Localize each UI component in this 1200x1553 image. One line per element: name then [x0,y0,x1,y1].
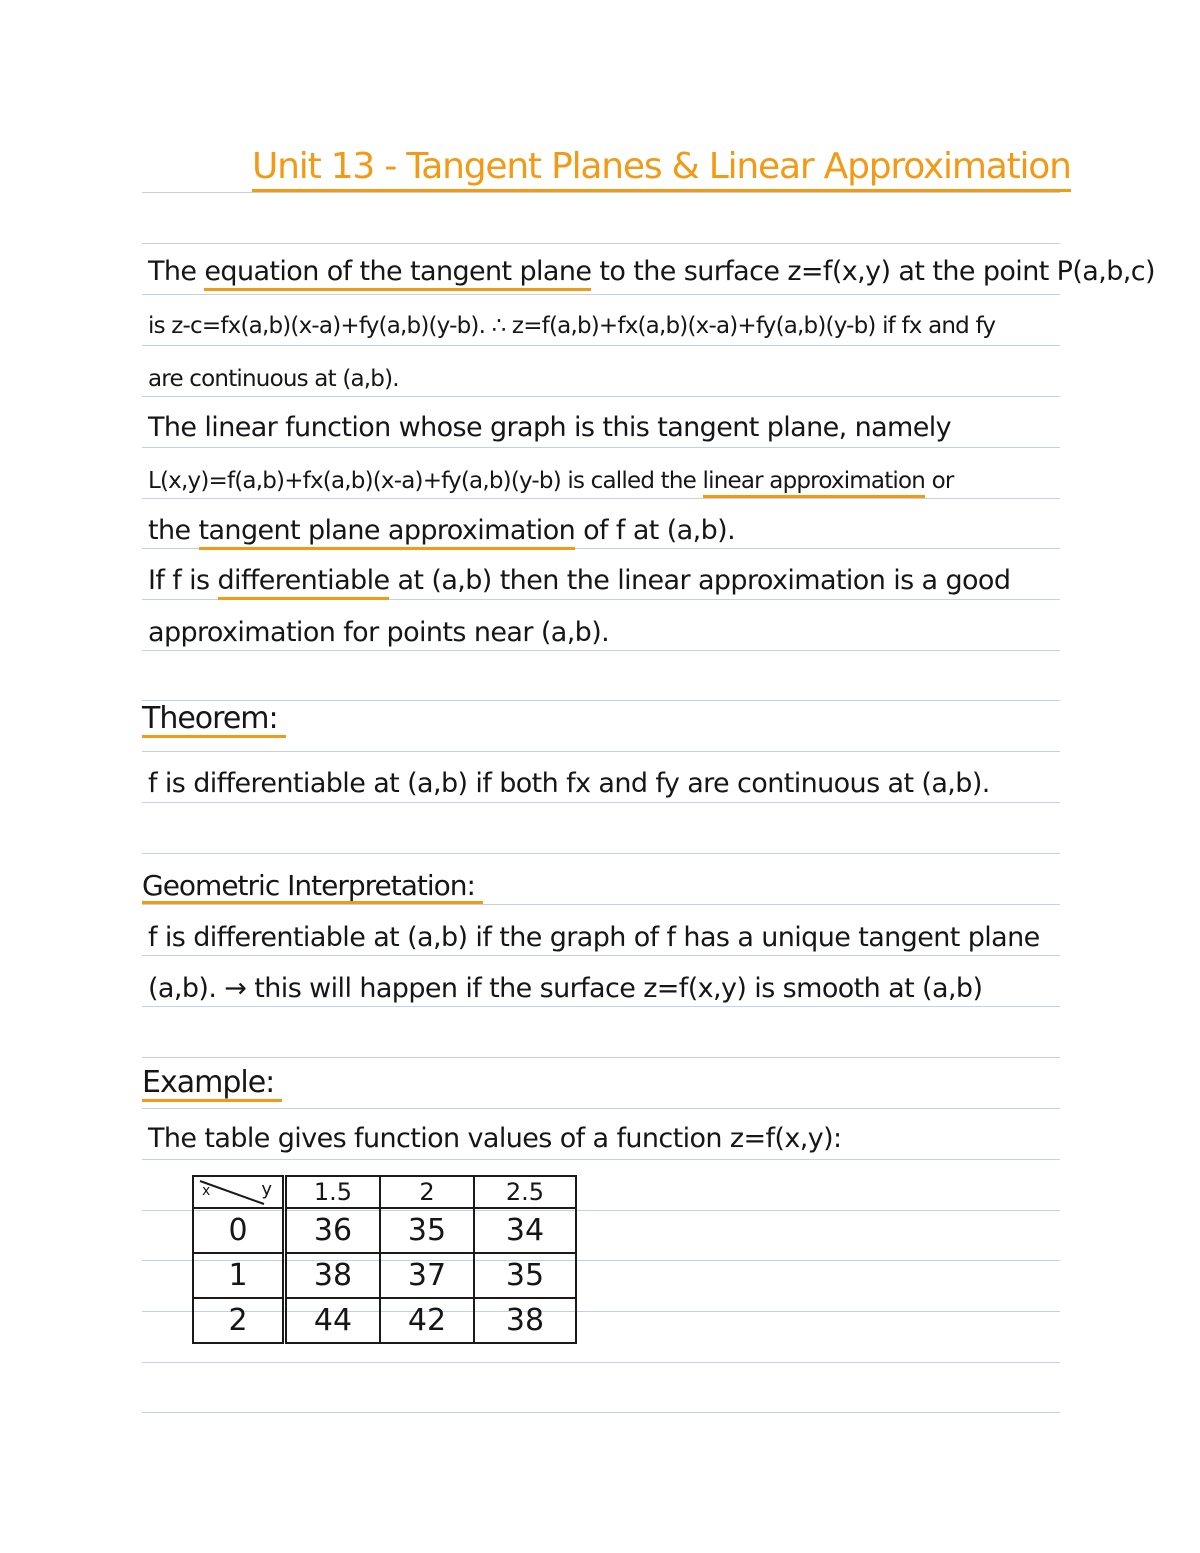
rule-line [142,1412,1060,1413]
rule-line [142,396,1060,397]
geometric-line-1: f is differentiable at (a,b) if the graph of f has a unique tangent plane [148,922,1040,953]
rule-line [142,650,1060,651]
table-header-row [193,1176,576,1208]
example-text: The table gives function values of a function z=f(x,y): [148,1123,842,1154]
rule-line [142,1057,1060,1058]
tangent-plane-line-6 [148,517,735,544]
rule-line [142,1159,1060,1160]
geometric-heading: Geometric Interpretation: [142,872,483,904]
corner-x-label: x [202,1183,211,1199]
table-cell: 36 [285,1208,381,1253]
table-row [193,1253,576,1298]
function-values-table [192,1175,577,1344]
text-span: The [148,256,205,287]
rule-line [142,1108,1060,1109]
theorem-text: f is differentiable at (a,b) if both fx and fy are continuous at (a,b). [148,768,990,799]
table-cell: 35 [380,1208,474,1253]
tangent-plane-line-5 [148,470,954,493]
column-header: 2.5 [474,1176,576,1208]
table-cell: 42 [380,1298,474,1343]
table-cell: 38 [474,1298,576,1343]
rule-line [142,751,1060,752]
highlighted-term: differentiable [218,565,390,600]
row-header: 1 [193,1253,285,1298]
table-cell: 37 [380,1253,474,1298]
highlighted-term: tangent plane approximation [199,515,576,550]
text-span: at (a,b) then the linear approximation is a good [389,565,1011,596]
tangent-plane-line-3: are continuous at (a,b). [148,366,399,392]
rule-line [142,904,1060,905]
row-header: 2 [193,1298,285,1343]
text-span: L(x,y)=f(a,b)+fx(a,b)(x-a)+fy(a,b)(y-b) is called the [148,468,703,494]
tangent-plane-line-7 [148,567,1010,594]
table-cell: 35 [474,1253,576,1298]
rule-line [142,802,1060,803]
rule-line [142,955,1060,956]
rule-line [142,853,1060,854]
text-span: to the surface z=f(x,y) at the point P(a,b,c) [591,256,1155,287]
tangent-plane-line-8: approximation for points near (a,b). [148,617,610,648]
rule-line [142,192,1060,193]
rule-line [142,498,1060,499]
table-corner-cell [193,1176,285,1208]
column-header: 1.5 [285,1176,381,1208]
text-span: of f at (a,b). [575,515,736,546]
tangent-plane-line-2: is z-c=fx(a,b)(x-a)+fy(a,b)(y-b). ∴ z=f(a,b)+fx(a,b)(x-a)+fy(a,b)(y-b) if fx and fy [148,313,996,339]
table-row [193,1208,576,1253]
rule-line [142,700,1060,701]
page-title: Unit 13 - Tangent Planes & Linear Approximation [252,146,1071,192]
text-span: If f is [148,565,218,596]
corner-diagonal [194,1177,282,1207]
corner-y-label: y [261,1179,272,1200]
rule-line [142,294,1060,295]
rule-line [142,1006,1060,1007]
column-header: 2 [380,1176,474,1208]
rule-line [142,345,1060,346]
tangent-plane-line-1 [148,258,1155,285]
text-span: or [925,468,954,494]
text-span: the [148,515,199,546]
table-cell: 38 [285,1253,381,1298]
tangent-plane-line-4: The linear function whose graph is this tangent plane, namely [148,412,952,443]
geometric-line-2: (a,b). → this will happen if the surface z=f(x,y) is smooth at (a,b) [148,973,983,1004]
table-cell: 44 [285,1298,381,1343]
highlighted-term: linear approximation [703,468,926,498]
table-row [193,1298,576,1343]
highlighted-term: equation of the tangent plane [204,256,591,291]
theorem-heading: Theorem: [142,704,286,738]
rule-line [142,243,1060,244]
table-cell: 34 [474,1208,576,1253]
example-heading: Example: [142,1068,282,1102]
row-header: 0 [193,1208,285,1253]
rule-line [142,1362,1060,1363]
rule-line [142,447,1060,448]
